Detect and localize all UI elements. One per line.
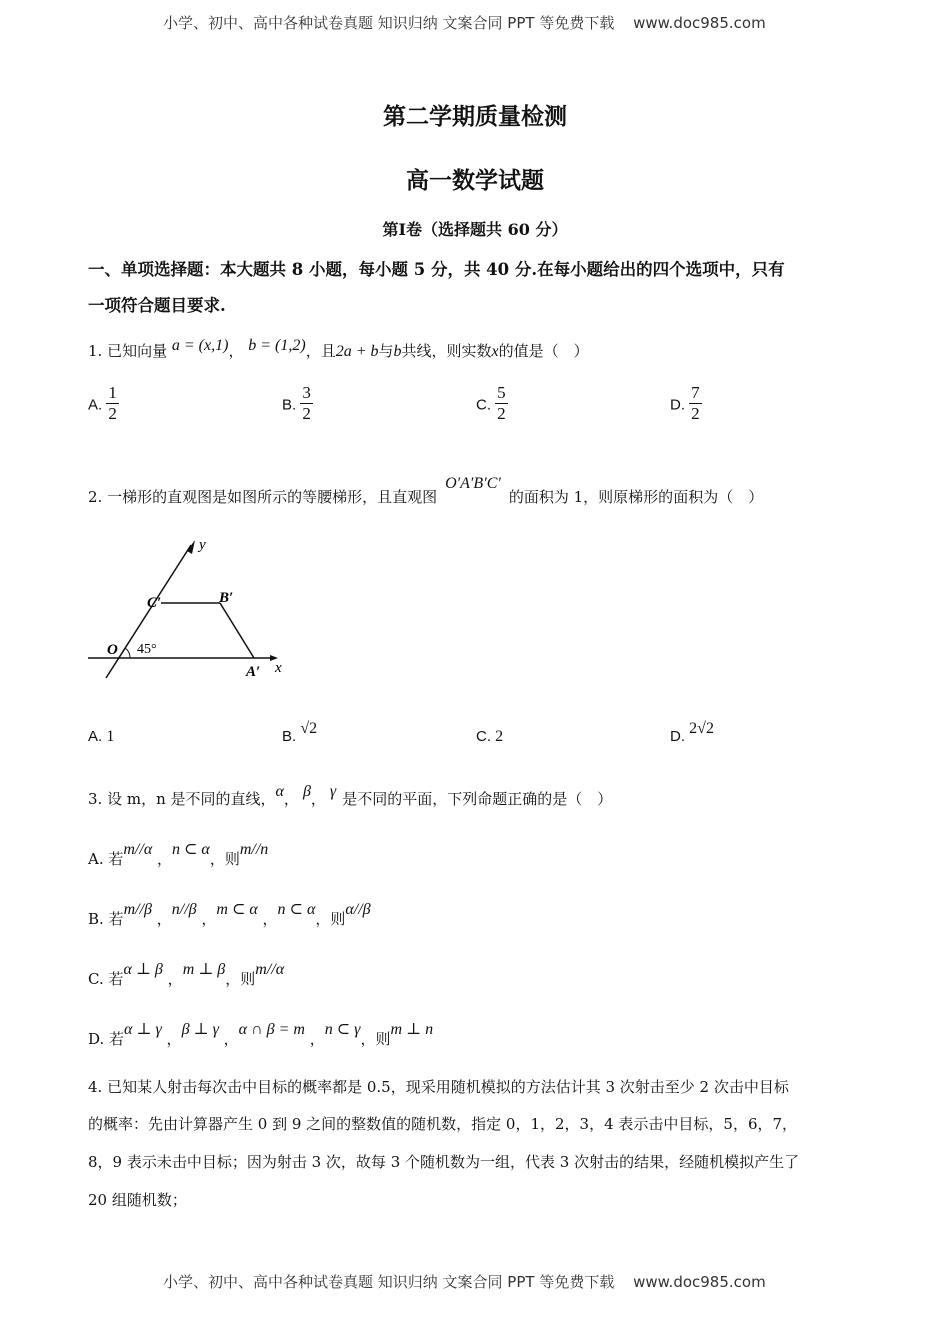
q1-expr: 2a + b [335, 343, 379, 360]
cond: m ⊂ α [216, 901, 258, 918]
y-axis-arrow [187, 540, 195, 554]
q1-vector-b: b = (1,2) [248, 337, 306, 354]
header-site-link[interactable]: www.doc985.com [633, 14, 766, 32]
section-heading-line2: 一项符合题目要求. [88, 296, 226, 315]
frac-num: 1 [108, 383, 117, 402]
frac-den: 2 [497, 404, 506, 423]
angle-arc [125, 648, 130, 658]
cond: n ⊂ α [172, 841, 210, 858]
option-letter: D. 若 [88, 1030, 125, 1048]
option-letter: D. [670, 396, 685, 414]
q3-prefix: 3. 设 m，n 是不同的直线， [88, 790, 276, 808]
then: ，则 [315, 910, 346, 928]
q2-option-a[interactable] [88, 728, 114, 746]
question-1-stem [88, 337, 589, 361]
option-letter: A. 若 [88, 850, 124, 868]
q2-prefix: 2. 一梯形的直观图是如图所示的等腰梯形，且直观图 [88, 488, 438, 506]
cond: n ⊂ α [277, 901, 316, 918]
cond: β ⊥ γ [181, 1021, 219, 1038]
q3-alpha: α [275, 783, 284, 800]
footer-site-link[interactable]: www.doc985.com [633, 1273, 766, 1291]
exam-part: 第Ⅰ卷（选择题共 60 分） [382, 220, 568, 239]
option-fraction [300, 383, 313, 424]
label-c-prime: C′ [147, 595, 162, 611]
q4-line-1: 4. 已知某人射击每次击中目标的概率都是 0.5，现采用随机模拟的方法估计其 3 次射击至少 2 次击中目标 [88, 1078, 789, 1096]
q2-suffix: 的面积为 1，则原梯形的面积为（ ） [508, 488, 764, 506]
header-text: 小学、初中、高中各种试卷真题 知识归纳 文案合同 PPT 等免费下载 [163, 14, 615, 32]
q1-mid3: 共线，则实数 [401, 342, 492, 360]
cond: m//β [123, 901, 152, 918]
q2-option-c[interactable] [476, 728, 503, 746]
option-letter: A. [88, 396, 103, 414]
option-letter: A. [88, 728, 103, 745]
label-b-prime: B′ [219, 590, 234, 606]
frac-den: 2 [108, 404, 117, 423]
q3-suffix: 是不同的平面，下列命题正确的是（ ） [342, 790, 613, 808]
q1-b: b [393, 343, 402, 360]
exam-title: 第二学期质量检测 [383, 103, 567, 130]
frac-num: 5 [497, 383, 506, 402]
q3-option-a[interactable]: A. 若m//α ，n ⊂ α，则m//n [88, 841, 269, 868]
q3-option-b[interactable]: B. 若m//β ，n//β ，m ⊂ α ，n ⊂ α，则α//β [88, 901, 371, 928]
option-letter: D. [670, 728, 685, 745]
q1-prefix: 1. 已知向量 [88, 342, 168, 360]
exam-subtitle: 高一数学试题 [406, 167, 544, 194]
result: m//α [255, 961, 285, 978]
footer-text: 小学、初中、高中各种试卷真题 知识归纳 文案合同 PPT 等免费下载 [163, 1273, 615, 1291]
option-fraction [106, 383, 119, 424]
option-value: 2 [495, 728, 504, 745]
cond: α ⊥ γ [124, 1021, 162, 1038]
result: m//n [239, 841, 269, 858]
option-value: 1 [106, 728, 115, 745]
section-heading-line1: 一、单项选择题：本大题共 8 小题，每小题 5 分，共 40 分.在每小题给出的四个选项中，只有 [88, 260, 785, 279]
option-value: 2√2 [689, 720, 714, 737]
label-origin: O [107, 642, 118, 658]
result: m ⊥ n [390, 1021, 434, 1038]
trapezoid-figure [84, 535, 304, 685]
cond: α ⊥ β [123, 961, 163, 978]
page-header [163, 12, 766, 33]
option-fraction [495, 383, 508, 424]
then: ，则 [360, 1030, 391, 1048]
q1-option-d[interactable] [670, 385, 702, 426]
option-letter: C. [476, 728, 491, 745]
cond: m ⊥ β [182, 961, 226, 978]
q3-gamma: γ [329, 783, 337, 800]
cond: α ∩ β = m [238, 1021, 305, 1038]
frac-den: 2 [691, 404, 700, 423]
cond: m//α [123, 841, 153, 858]
option-value: √2 [300, 720, 318, 737]
then: ，则 [225, 970, 256, 988]
q1-mid2: 与 [378, 342, 394, 360]
q1-option-b[interactable] [282, 385, 313, 426]
q4-line-2: 的概率：先由计算器产生 0 到 9 之间的整数值的随机数，指定 0，1，2，3，4 表示击中目标，5，6，7， [88, 1115, 798, 1133]
q1-sep: ， [228, 342, 244, 360]
q4-line-4: 20 组随机数； [88, 1191, 187, 1209]
frac-num: 7 [691, 383, 700, 402]
page-footer [163, 1271, 766, 1292]
trapezoid-right-edge [220, 603, 254, 658]
q1-suffix: 的值是（ ） [498, 342, 589, 360]
q3-beta: β [302, 783, 311, 800]
question-3-stem: 3. 设 m，n 是不同的直线，α， β， γ 是不同的平面，下列命题正确的是（ ） [88, 783, 613, 808]
q3-option-c[interactable]: C. 若α ⊥ β ，m ⊥ β，则m//α [88, 961, 285, 988]
option-letter: B. 若 [88, 910, 124, 928]
cond: n//β [171, 901, 197, 918]
q2-figure-name: O′A′B′C′ [445, 475, 501, 492]
then: ，则 [209, 850, 240, 868]
option-letter: B. [282, 396, 297, 414]
q1-vector-a: a = (x,1) [171, 337, 229, 354]
option-letter: C. 若 [88, 970, 124, 988]
label-angle: 45° [137, 642, 157, 657]
q1-mid: ，且 [305, 342, 336, 360]
q2-option-d[interactable] [670, 720, 714, 746]
q1-option-a[interactable] [88, 385, 119, 426]
q1-option-c[interactable] [476, 385, 508, 426]
option-letter: C. [476, 396, 491, 414]
result: α//β [345, 901, 371, 918]
label-y: y [199, 537, 206, 553]
q2-option-b[interactable] [282, 720, 318, 746]
frac-den: 2 [302, 404, 311, 423]
option-letter: B. [282, 728, 297, 745]
label-x: x [275, 660, 282, 676]
q3-option-d[interactable]: D. 若α ⊥ γ ，β ⊥ γ ，α ∩ β = m ，n ⊂ γ，则m ⊥ n [88, 1021, 434, 1048]
label-a-prime: A′ [246, 664, 261, 680]
cond: n ⊂ γ [324, 1021, 361, 1038]
option-fraction [689, 383, 702, 424]
question-2-stem [88, 475, 764, 507]
q4-line-3: 8，9 表示未击中目标；因为射击 3 次，故每 3 个随机数为一组，代表 3 次射击的结果，经随机模拟产生了 [88, 1153, 800, 1171]
q1-x: x [491, 343, 499, 360]
frac-num: 3 [302, 383, 311, 402]
